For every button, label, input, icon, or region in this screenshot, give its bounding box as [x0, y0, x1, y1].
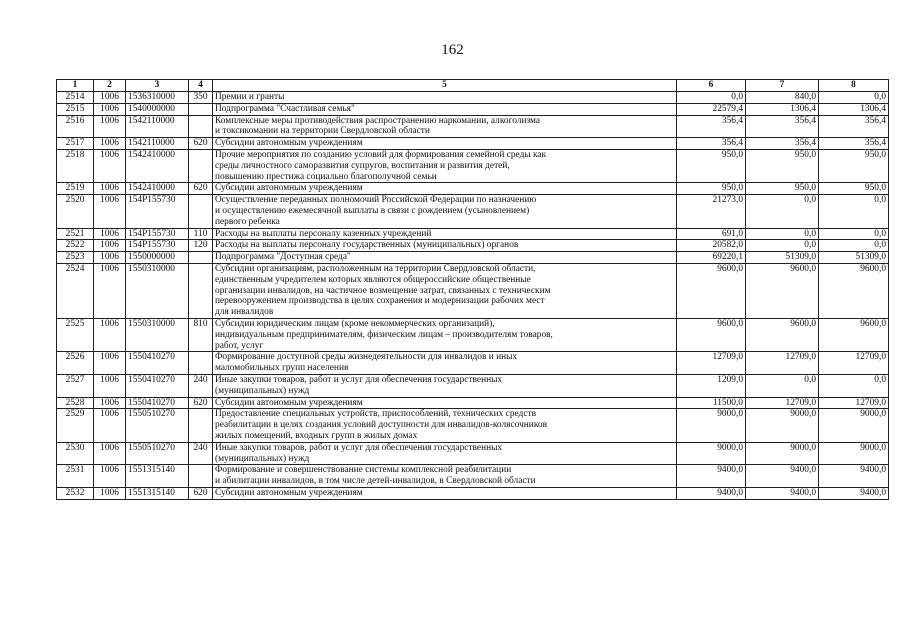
- item-name-line: первого ребенка: [215, 216, 280, 227]
- amount-cell-8: 0,0: [819, 195, 889, 228]
- amount-cell-7: 51309,0: [746, 252, 819, 264]
- item-name-cell: [213, 183, 677, 195]
- table-row: [57, 183, 889, 195]
- row-number-cell: 2528: [57, 397, 94, 409]
- item-name-line: Субсидии организациям, расположенным на территории Свердловской области,: [215, 263, 536, 274]
- row-number-cell: 2527: [57, 374, 94, 397]
- section-code-cell: 1006: [94, 183, 126, 195]
- item-name-line: Подпрограмма "Счастливая семья": [215, 103, 355, 114]
- section-code-cell: 1006: [94, 263, 126, 318]
- item-name-line: и абилитации инвалидов, в том числе детей-инвалидов, в Свердловской области: [215, 476, 536, 487]
- row-number-cell: 2519: [57, 183, 94, 195]
- amount-cell-8: 9600,0: [819, 318, 889, 351]
- target-article-cell: 1550310000: [126, 263, 189, 318]
- item-name-line: Иные закупки товаров, работ и услуг для обеспечения государственных: [215, 442, 503, 453]
- target-article-cell: 1551315140: [126, 487, 189, 499]
- amount-cell-6: 0,0: [677, 92, 746, 104]
- row-number-cell: 2525: [57, 318, 94, 351]
- target-article-cell: 1542410000: [126, 183, 189, 195]
- expense-type-cell: 110: [189, 228, 213, 240]
- item-name-cell: [213, 442, 677, 465]
- amount-cell-6: 69220,1: [677, 252, 746, 264]
- item-name-cell: [213, 263, 677, 318]
- table-row: [57, 442, 889, 465]
- row-number-cell: 2531: [57, 465, 94, 488]
- expense-type-cell: [189, 409, 213, 442]
- expense-type-cell: [189, 195, 213, 228]
- item-name-cell: [213, 103, 677, 115]
- header-cell-5: 5: [213, 80, 677, 92]
- section-code-cell: 1006: [94, 138, 126, 150]
- row-number-cell: 2516: [57, 115, 94, 138]
- section-code-cell: 1006: [94, 92, 126, 104]
- amount-cell-8: 0,0: [819, 228, 889, 240]
- amount-cell-6: 9000,0: [677, 409, 746, 442]
- item-name-cell: [213, 149, 677, 182]
- header-cell-8: 8: [819, 80, 889, 92]
- row-number-cell: 2532: [57, 487, 94, 499]
- table-row: [57, 92, 889, 104]
- header-cell-4: 4: [189, 80, 213, 92]
- item-name-line: и токсикомании на территории Свердловской области: [215, 126, 430, 137]
- item-name-line: и осуществлению ежемесячной выплаты в связи с рождением (усыновлением): [215, 205, 530, 216]
- amount-cell-6: 9000,0: [677, 442, 746, 465]
- section-code-cell: 1006: [94, 240, 126, 252]
- item-name-cell: [213, 352, 677, 375]
- amount-cell-8: 51309,0: [819, 252, 889, 264]
- row-number-cell: 2515: [57, 103, 94, 115]
- table-row: [57, 195, 889, 228]
- item-name-line: индивидуальным предпринимателям, физическим лицам – производителям товаров,: [215, 329, 553, 340]
- item-name-line: Субсидии автономным учреждениям: [215, 487, 363, 498]
- header-cell-3: 3: [126, 80, 189, 92]
- amount-cell-8: 950,0: [819, 183, 889, 195]
- item-name-cell: [213, 397, 677, 409]
- section-code-cell: 1006: [94, 149, 126, 182]
- item-name-line: (муниципальных) нужд: [215, 385, 310, 396]
- row-number-cell: 2518: [57, 149, 94, 182]
- target-article-cell: 1550510270: [126, 442, 189, 465]
- item-name-cell: [213, 228, 677, 240]
- section-code-cell: 1006: [94, 487, 126, 499]
- item-name-line: Подпрограмма "Доступная среда": [215, 252, 351, 263]
- table-row: [57, 318, 889, 351]
- item-name-cell: [213, 409, 677, 442]
- item-name-line: Формирование и совершенствование системы комплексной реабилитации: [215, 465, 512, 476]
- expense-type-cell: 810: [189, 318, 213, 351]
- target-article-cell: 1542110000: [126, 138, 189, 150]
- item-name-cell: [213, 195, 677, 228]
- table-row: [57, 397, 889, 409]
- item-name-cell: [213, 115, 677, 138]
- amount-cell-6: 11500,0: [677, 397, 746, 409]
- table-row: [57, 103, 889, 115]
- item-name-line: реабилитации в целях создания условий доступности для инвалидов-колясочников: [215, 420, 548, 431]
- amount-cell-7: 0,0: [746, 240, 819, 252]
- target-article-cell: 1551315140: [126, 465, 189, 488]
- target-article-cell: 1542410000: [126, 149, 189, 182]
- item-name-cell: [213, 240, 677, 252]
- amount-cell-6: 1209,0: [677, 374, 746, 397]
- amount-cell-6: 356,4: [677, 115, 746, 138]
- amount-cell-8: 356,4: [819, 115, 889, 138]
- amount-cell-7: 356,4: [746, 138, 819, 150]
- amount-cell-7: 950,0: [746, 149, 819, 182]
- table-row: [57, 149, 889, 182]
- table-row: [57, 263, 889, 318]
- amount-cell-8: 9400,0: [819, 487, 889, 499]
- expense-type-cell: [189, 263, 213, 318]
- table-body: [57, 92, 889, 500]
- header-row: [57, 80, 889, 92]
- item-name-line: (муниципальных) нужд: [215, 453, 310, 464]
- amount-cell-7: 0,0: [746, 195, 819, 228]
- page-number: 162: [441, 42, 464, 58]
- amount-cell-6: 356,4: [677, 138, 746, 150]
- target-article-cell: 1550510270: [126, 409, 189, 442]
- amount-cell-8: 0,0: [819, 92, 889, 104]
- amount-cell-7: 9400,0: [746, 465, 819, 488]
- amount-cell-8: 950,0: [819, 149, 889, 182]
- item-name-line: для инвалидов: [215, 307, 274, 318]
- row-number-cell: 2514: [57, 92, 94, 104]
- section-code-cell: 1006: [94, 195, 126, 228]
- target-article-cell: 1550410270: [126, 352, 189, 375]
- item-name-line: единственным учредителем которых являются общероссийские общественные: [215, 274, 531, 285]
- target-article-cell: 154P155730: [126, 240, 189, 252]
- expense-type-cell: 620: [189, 138, 213, 150]
- amount-cell-8: 9400,0: [819, 465, 889, 488]
- row-number-cell: 2517: [57, 138, 94, 150]
- amount-cell-7: 0,0: [746, 374, 819, 397]
- header-cell-7: 7: [746, 80, 819, 92]
- item-name-line: маломобильных групп населения: [215, 363, 349, 374]
- item-name-cell: [213, 465, 677, 488]
- amount-cell-7: 9000,0: [746, 409, 819, 442]
- amount-cell-8: 356,4: [819, 138, 889, 150]
- item-name-line: Комплексные меры противодействия распространению наркомании, алкоголизма: [215, 115, 541, 126]
- amount-cell-6: 950,0: [677, 149, 746, 182]
- target-article-cell: 1550410270: [126, 374, 189, 397]
- section-code-cell: 1006: [94, 103, 126, 115]
- item-name-line: Осуществление переданных полномочий Российской Федерации по назначению: [215, 195, 537, 206]
- amount-cell-6: 9600,0: [677, 263, 746, 318]
- row-number-cell: 2523: [57, 252, 94, 264]
- expense-type-cell: 620: [189, 397, 213, 409]
- item-name-line: Формирование доступной среды жизнедеятельности для инвалидов и иных: [215, 352, 518, 363]
- amount-cell-8: 9600,0: [819, 263, 889, 318]
- amount-cell-6: 20582,0: [677, 240, 746, 252]
- amount-cell-6: 21273,0: [677, 195, 746, 228]
- amount-cell-7: 950,0: [746, 183, 819, 195]
- amount-cell-8: 0,0: [819, 374, 889, 397]
- expense-type-cell: 240: [189, 374, 213, 397]
- expense-type-cell: 240: [189, 442, 213, 465]
- item-name-line: Субсидии юридическим лицам (кроме некоммерческих организаций),: [215, 318, 495, 329]
- row-number-cell: 2522: [57, 240, 94, 252]
- item-name-line: Прочие мероприятия по созданию условий для формирования семейной среды как: [215, 149, 547, 160]
- target-article-cell: 1542110000: [126, 115, 189, 138]
- item-name-line: работ, услуг: [215, 340, 264, 351]
- target-article-cell: 1540000000: [126, 103, 189, 115]
- amount-cell-6: 22579,4: [677, 103, 746, 115]
- expense-type-cell: [189, 252, 213, 264]
- section-code-cell: 1006: [94, 465, 126, 488]
- amount-cell-8: 12709,0: [819, 352, 889, 375]
- amount-cell-8: 1306,4: [819, 103, 889, 115]
- target-article-cell: 154P155730: [126, 228, 189, 240]
- item-name-line: Расходы на выплаты персоналу государственных (муниципальных) органов: [215, 240, 519, 251]
- table-row: [57, 228, 889, 240]
- row-number-cell: 2524: [57, 263, 94, 318]
- section-code-cell: 1006: [94, 115, 126, 138]
- section-code-cell: 1006: [94, 228, 126, 240]
- amount-cell-6: 9400,0: [677, 465, 746, 488]
- expense-type-cell: 620: [189, 487, 213, 499]
- section-code-cell: 1006: [94, 374, 126, 397]
- item-name-line: Премии и гранты: [215, 92, 285, 102]
- table-row: [57, 138, 889, 150]
- expense-type-cell: 620: [189, 183, 213, 195]
- table-row: [57, 252, 889, 264]
- table-row: [57, 352, 889, 375]
- section-code-cell: 1006: [94, 442, 126, 465]
- item-name-line: Субсидии автономным учреждениям: [215, 138, 363, 149]
- expense-type-cell: 350: [189, 92, 213, 104]
- expense-type-cell: [189, 115, 213, 138]
- amount-cell-7: 12709,0: [746, 397, 819, 409]
- amount-cell-7: 12709,0: [746, 352, 819, 375]
- item-name-cell: [213, 252, 677, 264]
- table-row: [57, 240, 889, 252]
- table-row: [57, 409, 889, 442]
- target-article-cell: 1550310000: [126, 318, 189, 351]
- amount-cell-7: 9600,0: [746, 263, 819, 318]
- row-number-cell: 2526: [57, 352, 94, 375]
- target-article-cell: 1550000000: [126, 252, 189, 264]
- amount-cell-6: 691,0: [677, 228, 746, 240]
- item-name-cell: [213, 92, 677, 104]
- table-row: [57, 465, 889, 488]
- item-name-line: жилых помещений, входных групп в жилых домах: [215, 430, 418, 441]
- header-cell-2: 2: [94, 80, 126, 92]
- target-article-cell: 1536310000: [126, 92, 189, 104]
- row-number-cell: 2520: [57, 195, 94, 228]
- item-name-line: Предоставление специальных устройств, приспособлений, технических средств: [215, 409, 536, 420]
- budget-table: [56, 79, 889, 500]
- amount-cell-7: 0,0: [746, 228, 819, 240]
- item-name-cell: [213, 374, 677, 397]
- amount-cell-7: 840,0: [746, 92, 819, 104]
- item-name-cell: [213, 318, 677, 351]
- expense-type-cell: [189, 465, 213, 488]
- expense-type-cell: 120: [189, 240, 213, 252]
- target-article-cell: 154P155730: [126, 195, 189, 228]
- table-row: [57, 374, 889, 397]
- amount-cell-8: 12709,0: [819, 397, 889, 409]
- target-article-cell: 1550410270: [126, 397, 189, 409]
- table-row: [57, 115, 889, 138]
- item-name-cell: [213, 138, 677, 150]
- section-code-cell: 1006: [94, 409, 126, 442]
- expense-type-cell: [189, 103, 213, 115]
- item-name-line: Субсидии автономным учреждениям: [215, 183, 363, 194]
- amount-cell-8: 9000,0: [819, 442, 889, 465]
- item-name-line: Иные закупки товаров, работ и услуг для обеспечения государственных: [215, 374, 503, 385]
- item-name-line: перевооружением производства в целях сохранения и модернизации рабочих мест: [215, 296, 545, 307]
- row-number-cell: 2529: [57, 409, 94, 442]
- amount-cell-8: 9000,0: [819, 409, 889, 442]
- section-code-cell: 1006: [94, 252, 126, 264]
- item-name-line: повышению престижа социально благополучной семьи: [215, 171, 437, 182]
- amount-cell-6: 9600,0: [677, 318, 746, 351]
- header-cell-1: 1: [57, 80, 94, 92]
- table-row: [57, 487, 889, 499]
- item-name-line: среды личностного саморазвития супругов, воспитания и развития детей,: [215, 160, 510, 171]
- amount-cell-7: 356,4: [746, 115, 819, 138]
- expense-type-cell: [189, 352, 213, 375]
- section-code-cell: 1006: [94, 397, 126, 409]
- amount-cell-8: 0,0: [819, 240, 889, 252]
- item-name-line: Расходы на выплаты персоналу казенных учреждений: [215, 228, 432, 239]
- amount-cell-7: 9400,0: [746, 487, 819, 499]
- amount-cell-6: 9400,0: [677, 487, 746, 499]
- row-number-cell: 2530: [57, 442, 94, 465]
- expense-type-cell: [189, 149, 213, 182]
- section-code-cell: 1006: [94, 352, 126, 375]
- amount-cell-6: 12709,0: [677, 352, 746, 375]
- header-cell-6: 6: [677, 80, 746, 92]
- amount-cell-6: 950,0: [677, 183, 746, 195]
- amount-cell-7: 9600,0: [746, 318, 819, 351]
- item-name-line: организации инвалидов, на частичное возмещение затрат, связанных с техническим: [215, 285, 551, 296]
- section-code-cell: 1006: [94, 318, 126, 351]
- amount-cell-7: 1306,4: [746, 103, 819, 115]
- row-number-cell: 2521: [57, 228, 94, 240]
- item-name-cell: [213, 487, 677, 499]
- amount-cell-7: 9000,0: [746, 442, 819, 465]
- item-name-line: Субсидии автономным учреждениям: [215, 397, 363, 408]
